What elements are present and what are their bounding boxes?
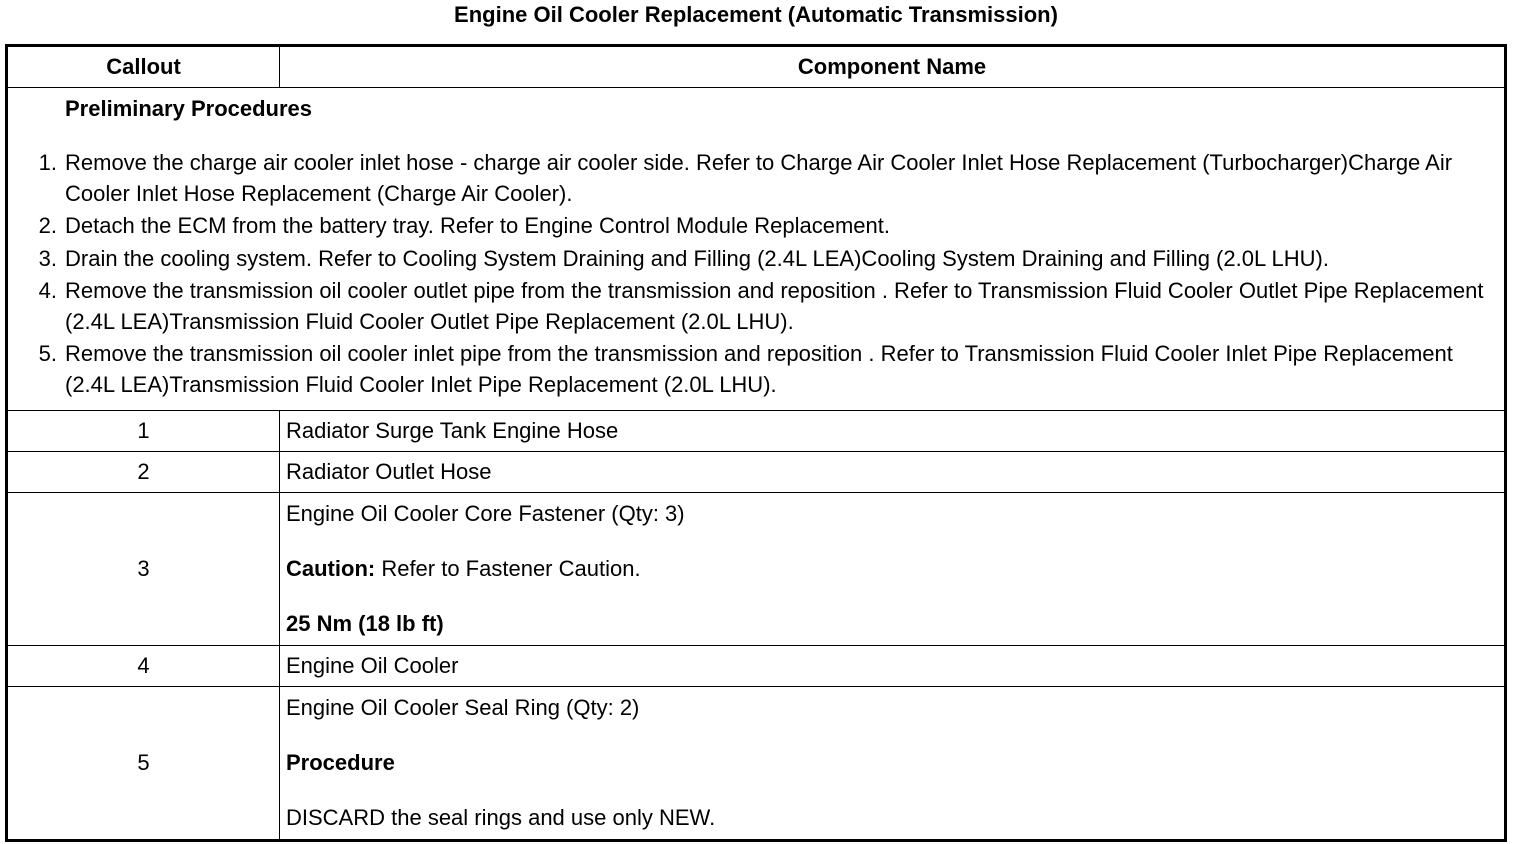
callout-cell: 3 (7, 493, 280, 646)
procedure-label: Procedure (286, 750, 395, 775)
preliminary-step (8, 211, 1504, 242)
preliminary-procedures-row (7, 88, 1506, 411)
preliminary-steps-list (8, 148, 1504, 400)
table-row (7, 452, 1506, 493)
preliminary-step (8, 339, 1504, 400)
step-number: 5. (38, 341, 57, 366)
component-name-cell: Radiator Surge Tank Engine Hose (280, 411, 1506, 452)
component-name: Engine Oil Cooler Core Fastener (Qty: 3) (286, 501, 685, 526)
step-text: Remove the charge air cooler inlet hose - charge air cooler side. Refer to Charge Air Cooler Inlet Hose Replacement (Turbocharger)Charge Air Cooler Inlet Hose Replacement (Charge Air Cooler). (65, 150, 1453, 206)
caution-label: Caution: (286, 556, 376, 581)
step-text: Detach the ECM from the battery tray. Refer to Engine Control Module Replacement. (65, 213, 890, 238)
table-header-row (7, 46, 1506, 88)
preliminary-procedures-cell (7, 88, 1506, 411)
column-header-callout: Callout (7, 46, 280, 88)
callout-cell: 2 (7, 452, 280, 493)
caution-text: Refer to Fastener Caution. (375, 556, 641, 581)
step-number: 3. (38, 245, 57, 271)
table-row (7, 646, 1506, 687)
step-text: Remove the transmission oil cooler outlet pipe from the transmission and reposition . Refer to Transmission Fluid Cooler Outlet Pipe Replacement (2.4L LEA)Transmission Fluid Cooler Outlet Pipe Replacement (2.0L LHU). (65, 278, 1484, 334)
step-number: 2. (38, 213, 57, 238)
component-table (5, 44, 1507, 842)
table-row (7, 687, 1506, 841)
callout-cell: 4 (7, 646, 280, 687)
table-row (7, 411, 1506, 452)
preliminary-step (8, 244, 1504, 275)
step-number: 4. (38, 278, 57, 303)
component-name: Engine Oil Cooler Seal Ring (Qty: 2) (286, 695, 640, 720)
torque-spec: 25 Nm (18 lb ft) (286, 611, 444, 636)
preliminary-procedures-heading: Preliminary Procedures (65, 96, 313, 121)
step-text: Remove the transmission oil cooler inlet pipe from the transmission and reposition . Refer to Transmission Fluid Cooler Inlet Pipe Replacement (2.4L LEA)Transmission Fluid Cooler Inlet Pipe Replacement (2.0L LHU). (65, 341, 1453, 397)
callout-cell: 5 (7, 687, 280, 841)
column-header-component-name: Component Name (280, 46, 1506, 88)
callout-cell: 1 (7, 411, 280, 452)
step-text: Drain the cooling system. Refer to Cooling System Draining and Filling (2.4L LEA)Cooling System Draining and Filling (2.0L LHU). (65, 245, 1329, 271)
component-detail-cell (280, 493, 1506, 646)
procedure-text: DISCARD the seal rings and use only NEW. (286, 805, 716, 830)
component-name-cell: Engine Oil Cooler (280, 646, 1506, 687)
page-title: Engine Oil Cooler Replacement (Automatic Transmission) (454, 2, 1058, 27)
step-number: 1. (38, 150, 57, 175)
table-row (7, 493, 1506, 646)
component-name-cell: Radiator Outlet Hose (280, 452, 1506, 493)
preliminary-step (8, 276, 1504, 337)
caution-note (286, 554, 1504, 584)
preliminary-step (8, 148, 1504, 209)
component-detail-cell (280, 687, 1506, 841)
